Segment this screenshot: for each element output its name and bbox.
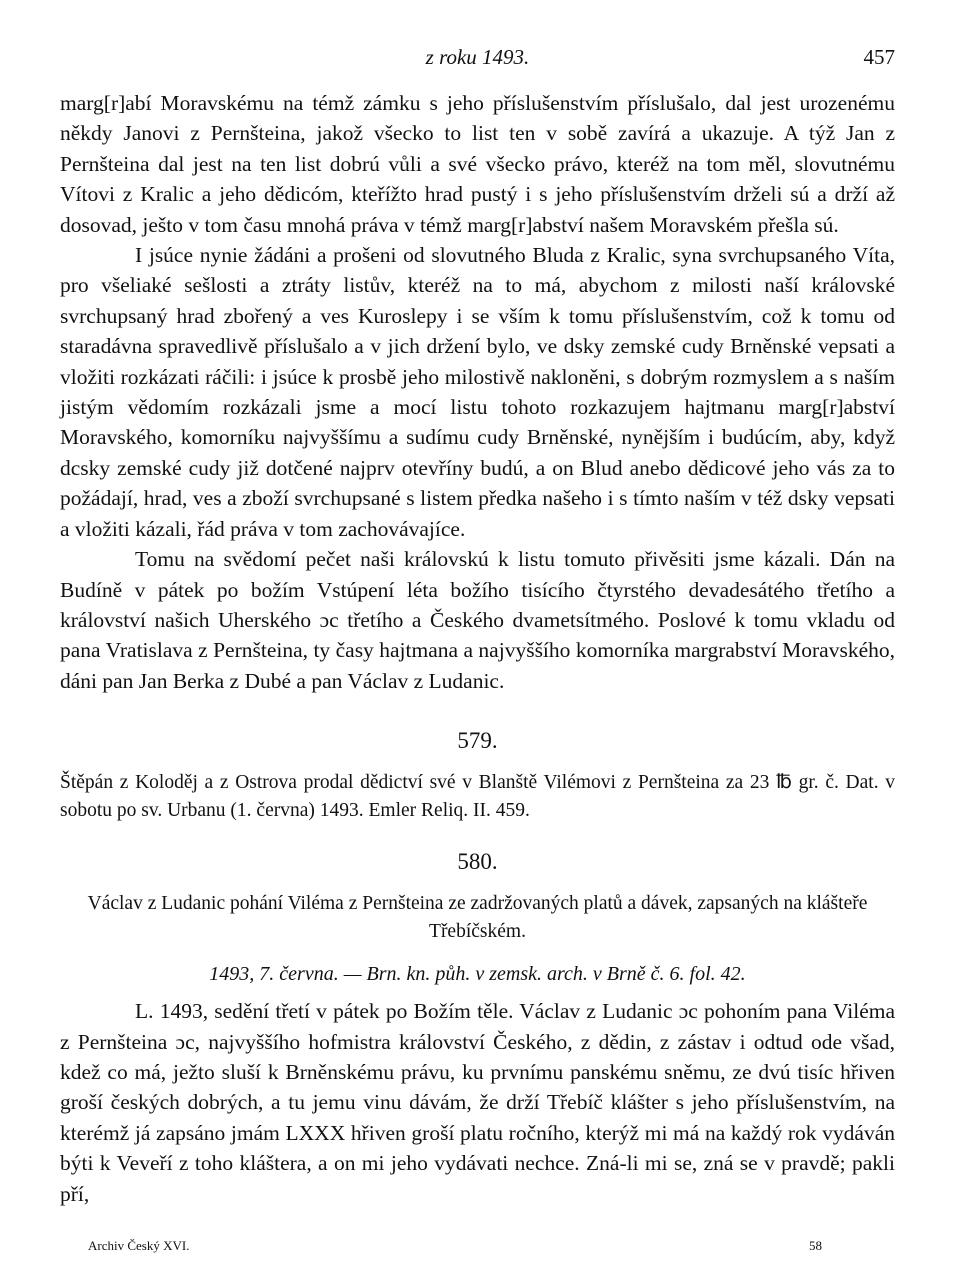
page-body — [60, 88, 895, 1209]
footer-volume: Archiv Český XVI. — [88, 1238, 190, 1253]
footer-signature: 58 — [809, 1238, 822, 1253]
page-header — [60, 42, 895, 72]
document-source-580: 1493, 7. června. — Brn. kn. půh. v zemsk. arch. v Brně č. 6. fol. 42. — [209, 963, 746, 986]
page-number: 457 — [863, 45, 895, 69]
page-footer — [88, 1236, 822, 1256]
document-summary-580: Václav z Ludanic pohání Viléma z Pernšteina ze zadržovaných platů a dávek, zapsaných na klášteře Třebíčském. — [87, 893, 868, 943]
document-number-580: 580. — [457, 849, 498, 875]
document-number-579: 579. — [457, 728, 498, 754]
paragraph-request: I jsúce nynie žádáni a prošeni od slovutného Bluda z Kralic, syna svrchupsaného Víta, pro všeliaké sešlosti a ztráty listův, kteréž na to má, abychom z milosti naší královské svrchupsaný hrad zbořený a ves Kuroslepy i se vším k tomu příslušenstvím, což k tomu od staradávna spravedlivě příslušalo a v jich držení bylo, ve dsky zemské cudy Brněnské vepsati a vložiti rozkázati ráčili: i jsúce k prosbě jeho milostivě nakloněni, s dobrým rozmyslem a s naším jistým vědomím rozkázali jsme a mocí listu tohoto rozkazujem hajtmanu marg[r]abství Moravského, komorníku najvyššímu a sudímu cudy Brněnské, nynějším i budúcím, aby, když dcsky zemské cudy již dotčené najprv otevříny budú, a on Blud anebo dědicové jeho vás za to požádají, hrad, ves a zboží svrchupsané s listem předka našeho i s tímto naším v též dsky vepsati a vložiti kázali, řád práva v tom zachovávajíce. — [60, 243, 895, 541]
running-title: z roku 1493. — [425, 45, 530, 69]
continuation-paragraph: marg[r]abí Moravskému na témž zámku s jeho příslušenstvím příslušalo, dal jest urozenému někdy Janovi z Pernšteina, jakož všecko to list ten v sobě zavírá a ukazuje. A týž Jan z Pernšteina dal jest na ten list dobrú vůli a své všecko právo, kteréž na tom měl, slovutnému Vítovi z Kralic a jeho dědicóm, kteřížto hrad pustý i s jeho příslušenstvím drželi sú a drží až dosovad, ješto v tom času mnohá práva v témž marg[r]abství našem Moravském přešla sú. — [60, 91, 895, 237]
document-summary-579: Štěpán z Koloděj a z Ostrova prodal dědictví své v Blanště Vilémovi z Pernšteina za 23 ℔ gr. č. Dat. v sobotu po sv. Urbanu (1. června) 1493. Emler Reliq. II. 459. — [60, 772, 895, 822]
paragraph-seal: Tomu na svědomí pečet naši královskú k listu tomuto přivěsiti jsme kázali. Dán na Budíně v pátek po božím Vstúpení léta božího tisícího čtyrstého devadesátého třetího a království našich Uherského ɔc třetího a Českého dvametsítmého. Poslové k tomu vkladu od pana Vratislava z Pernšteina, ty časy hajtmana a najvyššího komorníka margrabství Moravského, dáni pan Jan Berka z Dubé a pan Václav z Ludanic. — [60, 547, 895, 693]
document-text-580: L. 1493, sedění třetí v pátek po Božím těle. Václav z Ludanic ɔc pohoním pana Viléma z Pernšteina ɔc, najvyššího hofmistra království Českého, z dědin, z zástav i odtud ode všad, kdež co má, ježto sluší k Brněnskému právu, ku prvnímu panskému sněmu, ze dvú tisíc hřiven groší českých dobrých, a tu jemu vinu dávám, že drží Třebíč klášter s jeho příslušenstvím, na kterémž já zapsáno jmám LXXX hřiven groší platu ročního, kterýž mi má na každý rok vydáván býti k Veveří z toho kláštera, a on mi jeho vydávati nechce. Zná-li mi se, zná se v pravdě; pakli pří, — [60, 999, 895, 1206]
